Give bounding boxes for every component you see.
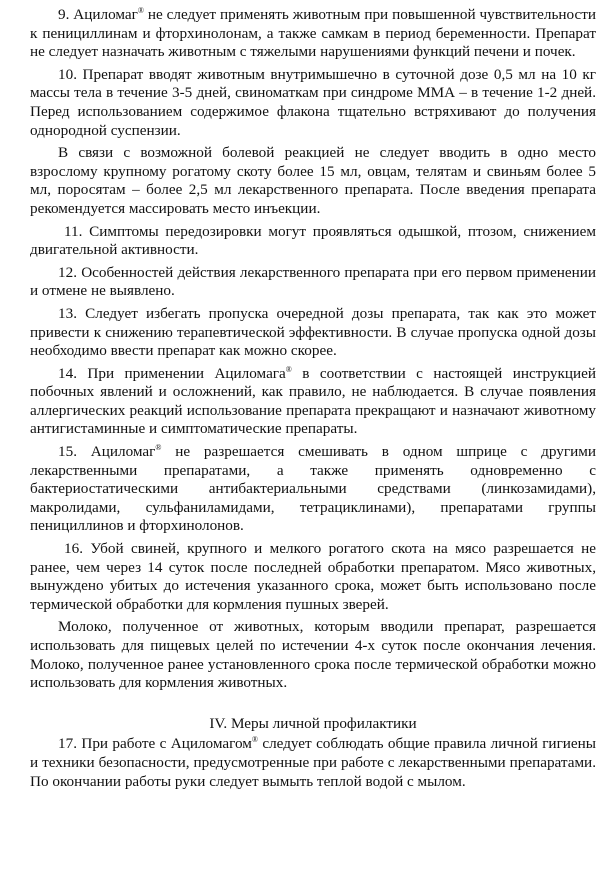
section-heading: IV. Меры личной профилактики (209, 714, 417, 732)
registered-mark: ® (137, 5, 144, 15)
paragraph-9 (30, 6, 596, 62)
paragraph-16-continuation: Молоко, полученное от животных, которым вводили препарат, разрешается использовать для пищевых целей по истечении 4-х суток после окончания лечения. Молоко, полученное ранее установленного срока после термической обработки можно использовать для кормления животных. (30, 618, 596, 692)
paragraph-14-text-end: в соответствии с настоящей инструкцией побочных явлений и осложнений, как правило, не наблюдается. В случае появления аллергических реакций использование препарата прекращают и назначают животному антигистаминные и симптоматические препараты. (30, 364, 597, 438)
paragraph-13: 13. Следует избегать пропуска очередной дозы препарата, так как это может привести к снижению терапевтической эффективности. В случае пропуска одной дозы необходимо ввести препарат как можно скорее. (30, 304, 596, 360)
paragraph-15-text-start: 15. Ациломаг (58, 443, 156, 461)
paragraph-10: 10. Препарат вводят животным внутримышечно в суточной дозе 0,5 мл на 10 кг массы тела в течение 3-5 дней, свиноматкам при синдроме ММА – в течение 1-2 дней. Перед использованием содержимое флакона тщательно встряхивают до получения однородной суспензии. (30, 65, 596, 139)
paragraph-16: 16. Убой свиней, крупного и мелкого рогатого скота на мясо разрешается не ранее, чем через 14 суток после последней обработки препаратом. Мясо животных, вынуждено убитых до истечения указанного срока, может быть использовано после термической обработки для кормления пушных зверей. (30, 540, 596, 613)
paragraph-14 (30, 365, 596, 439)
paragraph-17 (30, 735, 596, 791)
paragraph-10-continuation: В связи с возможной болевой реакцией не следует вводить в одно место взрослому крупному рогатому скоту более 15 мл, овцам, телятам и свиньям более 5 мл, поросятам – более 2,5 мл лекарственного препарата. После введения препарата рекомендуется массировать место инъекции. (30, 144, 596, 217)
registered-mark: ® (285, 364, 292, 374)
paragraph-17-text-end: следует соблюдать общие правила личной гигиены и техники безопасности, предусмотренные при работе с лекарственными препаратами. По окончании работы руки следует вымыть теплой водой с мылом. (30, 735, 596, 790)
paragraph-15-text-end: не разрешается смешивать в одном шприце с другими лекарственными препаратами, а также применять одновременно с бактериостатическими антибактериальными средствами (линкозамидами), макролидами, сульфаниламидами, тетрациклинами), препаратами группы пенициллинов и фторхинолонов. (30, 443, 596, 535)
registered-mark: ® (155, 443, 162, 452)
paragraph-14-text-start: 14. При применении Ациломага (58, 364, 286, 382)
paragraph-9-text-end: не следует применять животным при повышенной чувствительности к пенициллинам и фторхинолонам, а также самкам в период беременности. Препарат не следует назначать животным с тяжелыми нарушениями функций печени и почек. (30, 6, 596, 61)
registered-mark: ® (251, 735, 258, 745)
paragraph-11: 11. Симптомы передозировки могут проявляться одышкой, птозом, снижением двигательной активности. (30, 222, 596, 259)
paragraph-17-text-start: 17. При работе с Ациломагом (58, 735, 252, 753)
paragraph-12: 12. Особенностей действия лекарственного препарата при его первом применении и отмене не выявлено. (30, 263, 596, 300)
paragraph-9-text-start: 9. Ациломаг (58, 6, 138, 23)
paragraph-15 (30, 443, 596, 536)
